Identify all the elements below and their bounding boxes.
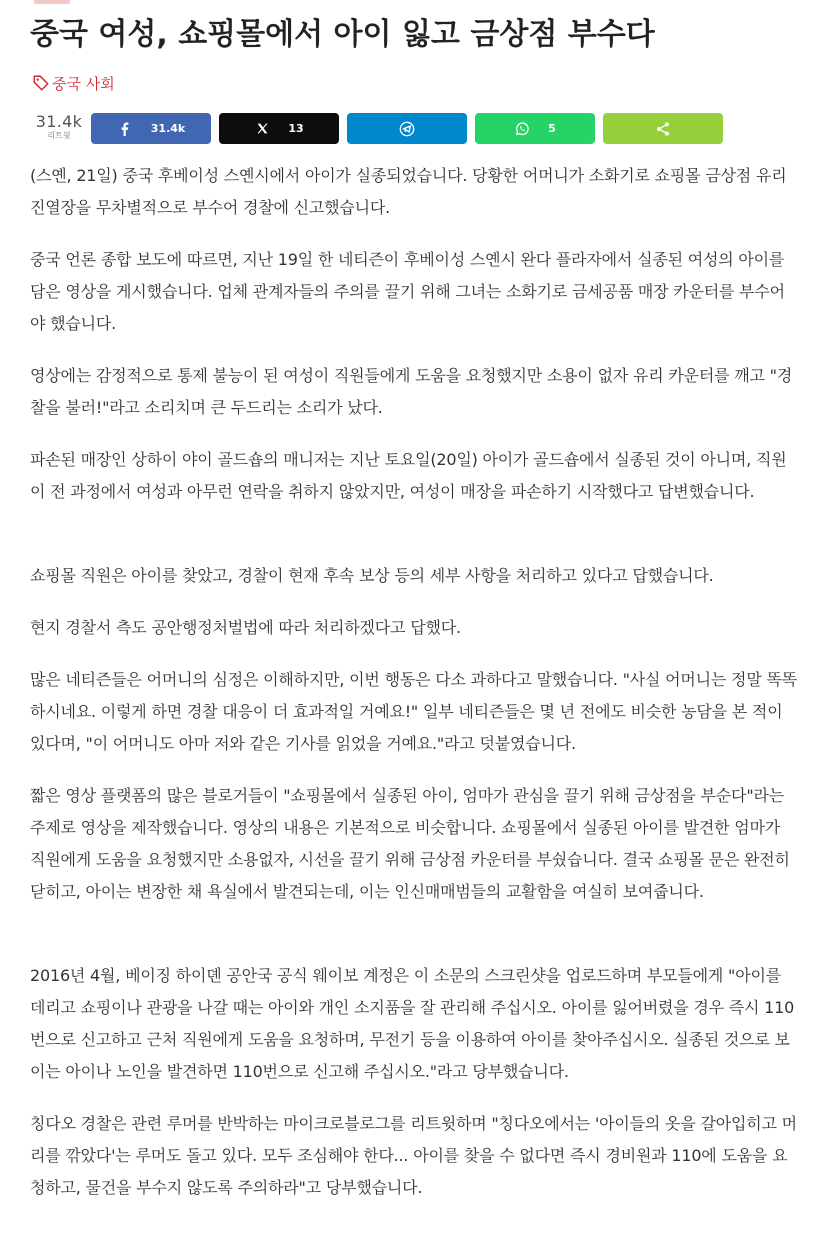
top-accent-bar <box>34 0 70 4</box>
telegram-icon <box>399 121 415 137</box>
more-share-button[interactable] <box>603 113 723 144</box>
facebook-share-button[interactable] <box>91 113 211 144</box>
tag-icon <box>32 74 50 92</box>
article-paragraph: 많은 네티즌들은 어머니의 심정은 이해하지만, 이번 행동은 다소 과하다고 말했습니다. "사실 어머니는 정말 똑똑하시네요. 이렇게 하면 경찰 대응이 더 효과적일 거예요!" 일부 네티즌들은 몇 년 전에도 비슷한 농담을 본 적이 있다며, "이 어머니도 아마 저와 같은 기사를 읽었을 거예요."라고 덧붙였습니다. <box>30 670 797 753</box>
article-paragraph: 영상에는 감정적으로 통제 불능이 된 여성이 직원들에게 도움을 요청했지만 소용이 없자 유리 카운터를 깨고 "경찰을 불러!"라고 소리치며 큰 두드리는 소리가 났다. <box>30 366 793 417</box>
share-bar <box>30 113 760 144</box>
article-paragraph: (스옌, 21일) 중국 후베이성 스옌시에서 아이가 실종되었습니다. 당황한 어머니가 소화기로 쇼핑몰 금상점 유리 진열장을 무차별적으로 부수어 경찰에 신고했습니다. <box>30 166 787 217</box>
facebook-icon <box>117 121 133 137</box>
category-label: 중국 사회 <box>52 74 115 93</box>
telegram-share-button[interactable] <box>347 113 467 144</box>
article-paragraph: 파손된 매장인 상하이 야이 골드숍의 매니저는 지난 토요일(20일) 아이가 골드숍에서 실종된 것이 아니며, 직원이 전 과정에서 여성과 아무런 연락을 취하지 않았지만, 여성이 매장을 파손하기 시작했다고 답변했습니다. <box>30 450 787 501</box>
share-total-count: 31.4k <box>35 112 83 131</box>
article-paragraph: 현지 경찰서 측도 공안행정처벌법에 따라 처리하겠다고 답했다. <box>30 618 461 637</box>
article-paragraph: 쇼핑몰 직원은 아이를 찾았고, 경찰이 현재 후속 보상 등의 세부 사항을 처리하고 있다고 답했습니다. <box>30 566 714 585</box>
facebook-share-count: 31.4k <box>150 122 186 135</box>
share-total <box>30 113 88 144</box>
x-share-count: 13 <box>288 122 304 135</box>
whatsapp-share-button[interactable] <box>475 113 595 144</box>
article-body <box>30 160 800 1204</box>
category-link[interactable] <box>32 72 115 94</box>
x-icon <box>254 121 270 137</box>
article-paragraph: 2016년 4월, 베이징 하이뎬 공안국 공식 웨이보 계정은 이 소문의 스크린샷을 업로드하며 부모들에게 "아이를 데리고 쇼핑이나 관광을 나갈 때는 아이와 개인 소지품을 잘 관리해 주십시오. 아이를 잃어버렸을 경우 즉시 110번으로 신고하고 근처 직원에게 도움을 요청하며, 무전기 등을 이용하여 아이를 찾아주십시오. 실종된 것으로 보이는 아이나 노인을 발견하면 110번으로 신고해 주십시오."라고 당부했습니다. <box>30 966 795 1081</box>
share-icon <box>655 121 671 137</box>
whatsapp-icon <box>514 121 530 137</box>
x-share-button[interactable] <box>219 113 339 144</box>
article-paragraph: 칭다오 경찰은 관련 루머를 반박하는 마이크로블로그를 리트윗하며 "칭다오에서는 '아이들의 옷을 갈아입히고 머리를 깎았다'는 루머도 돌고 있다. 모두 조심해야 한다... 아이를 찾을 수 없다면 즉시 경비원과 110에 도움을 요청하고, 물건을 부수지 않도록 주의하라"고 당부했습니다. <box>30 1114 797 1197</box>
article-paragraph: 짧은 영상 플랫폼의 많은 블로거들이 "쇼핑몰에서 실종된 아이, 엄마가 관심을 끌기 위해 금상점을 부순다"라는 주제로 영상을 제작했습니다. 영상의 내용은 기본적으로 비슷합니다. 쇼핑몰에서 실종된 아이를 발견한 엄마가 직원에게 도움을 요청했지만 소용없자, 시선을 끌기 위해 금상점 카운터를 부쉈습니다. 결국 쇼핑몰 문은 완전히 닫히고, 아이는 변장한 채 욕실에서 발견되는데, 이는 인신매매범들의 교활함을 여실히 보여줍니다. <box>30 786 790 901</box>
article-title: 중국 여성, 쇼핑몰에서 아이 잃고 금상점 부수다 <box>30 17 655 52</box>
article-paragraph: 중국 언론 종합 보도에 따르면, 지난 19일 한 네티즌이 후베이성 스옌시 완다 플라자에서 실종된 여성의 아이를 담은 영상을 게시했습니다. 업체 관계자들의 주의를 끌기 위해 그녀는 소화기로 금세공품 매장 카운터를 부수어야 했습니다. <box>30 250 785 333</box>
share-total-label: 리트윗 <box>47 131 71 140</box>
whatsapp-share-count: 5 <box>548 122 556 135</box>
